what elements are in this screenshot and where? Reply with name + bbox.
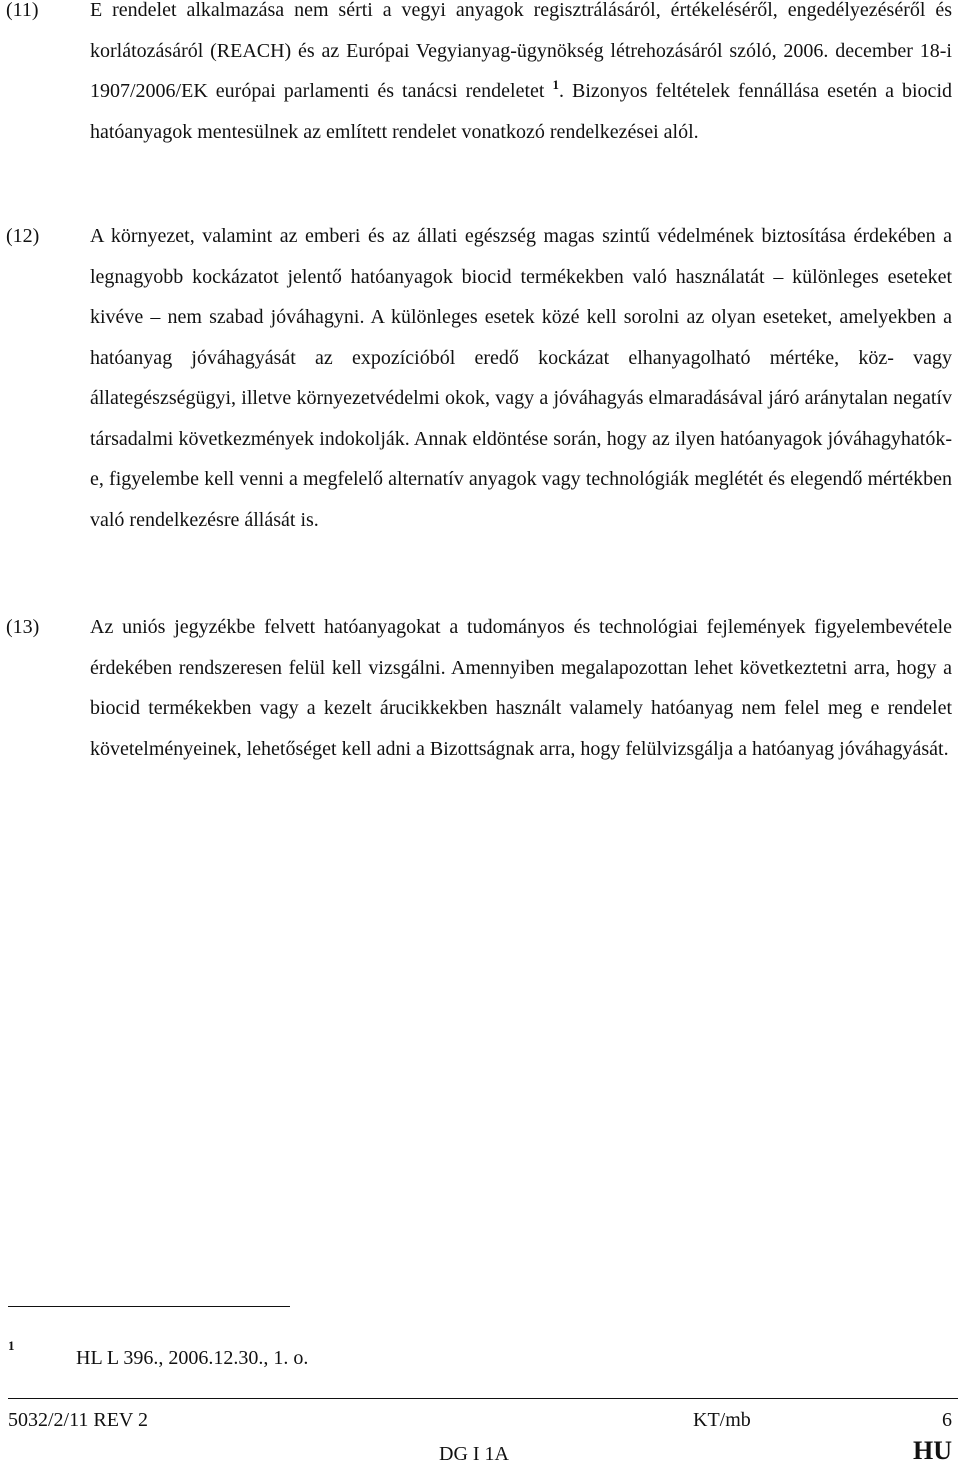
footnote-reference[interactable]: 1: [552, 77, 559, 92]
footer-page-number: 6: [942, 1409, 952, 1431]
footnote-mark: 1: [8, 1338, 15, 1353]
footnote-separator: [8, 1306, 290, 1307]
paragraph-text-after-ref: . Bizonyos feltételek fennállása esetén a biocid hatóanyagok mentesülnek az említett rendelet vonatkozó rendelkezései alól.: [90, 80, 952, 143]
paragraph-text: A környezet, valamint az emberi és az állati egészség magas szintű védelmének biztosítása érdekében a legnagyobb kockázatot jelentő hatóanyagok biocid termékekben való használatát – különleges eseteket kivéve – nem szabad jóváhagyni. A különleges esetek közé kell sorolni az olyan eseteket, amelyekben a hatóanyag jóváhagyását az expozícióból eredő kockázat elhanyagolható mértéke, köz- vagy állategészségügyi, illetve környezetvédelmi okok, vagy a jóváhagyás elmaradásával járó aránytalan negatív társadalmi következmények indokolják. Annak eldöntése során, hogy az ilyen hatóanyagok jóváhagyhatók-e, figyelembe kell venni a megfelelő alternatív anyagok vagy technológiák meglétét és elegendő mértékben való rendelkezésre állását is.: [90, 225, 952, 531]
paragraph-text-before-ref: E rendelet alkalmazása nem sérti a vegyi anyagok regisztrálásáról, értékeléséről, engedélyezéséről és korlátozásáról (REACH) és az Európai Vegyianyag-ügynökség létrehozásáról szóló, 2006. december 18-i 1907/2006/EK európai parlamenti és tanácsi rendeletet: [90, 0, 952, 102]
paragraph-number: (13): [6, 616, 40, 638]
paragraph-number: (12): [6, 225, 40, 247]
footer-initials: KT/mb: [693, 1409, 751, 1431]
footer-separator: [8, 1398, 958, 1399]
paragraph-text: [90, 0, 952, 152]
footer-department: DG I 1A: [439, 1443, 509, 1465]
paragraph-number: (11): [6, 0, 39, 21]
footer-document-ref: 5032/2/11 REV 2: [8, 1409, 149, 1431]
footer-language-code: HU: [913, 1436, 952, 1465]
footnote-text: HL L 396., 2006.12.30., 1. o.: [76, 1347, 309, 1369]
paragraph-text: Az uniós jegyzékbe felvett hatóanyagokat a tudományos és technológiai fejlemények figyelembevétele érdekében rendszeresen felül kell vizsgálni. Amennyiben megalapozottan lehet következtetni arra, hogy a biocid termékekben vagy a kezelt árucikkekben használt valamely hatóanyag nem felel meg e rendelet követelményeinek, lehetőséget kell adni a Bizottságnak arra, hogy felülvizsgálja a hatóanyag jóváhagyását.: [90, 616, 952, 760]
